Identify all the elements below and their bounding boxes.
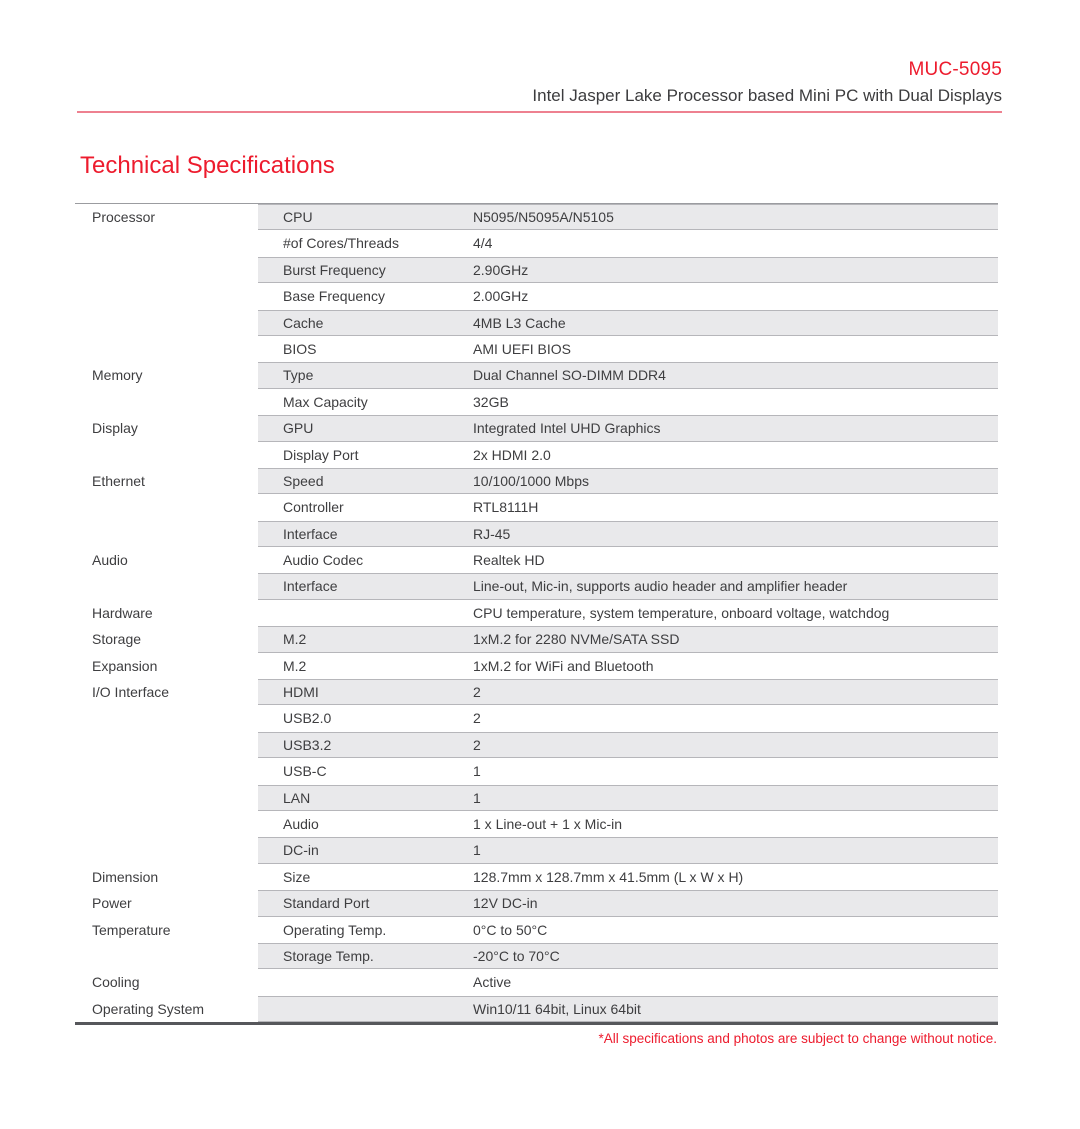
spec-row [75,758,998,784]
spec-key-cell [258,970,473,994]
spec-category-cell [75,494,258,520]
spec-category-cell [75,811,258,837]
spec-value-cell: Integrated Intel UHD Graphics [473,420,661,437]
spec-band [258,996,998,1022]
spec-key-cell: Operating Temp. [283,921,387,938]
spec-key-cell: Size [283,868,311,885]
spec-key-cell [258,601,473,625]
spec-row [75,547,998,573]
spec-category-cell [75,521,258,547]
spec-band [258,468,998,494]
spec-category-cell: Dimension [92,868,159,885]
spec-value-cell: Realtek HD [473,552,545,569]
spec-value-cell: Line-out, Mic-in, supports audio header and amplifier header [473,578,848,595]
spec-category-cell: Memory [92,367,143,384]
spec-row [75,996,998,1022]
spec-band [258,679,998,705]
spec-band [258,336,998,362]
spec-key-cell: USB-C [283,763,327,780]
spec-band [258,917,998,943]
spec-band [258,230,998,256]
spec-category-cell [75,283,258,309]
spec-row [75,468,998,494]
spec-category-cell [75,785,258,811]
spec-row [75,336,998,362]
spec-key-cell: LAN [283,789,311,806]
spec-category-cell: Display [92,420,138,437]
spec-value-cell: 0°C to 50°C [473,921,548,938]
spec-value-cell: 128.7mm x 128.7mm x 41.5mm (L x W x H) [473,868,744,885]
spec-key-cell: CPU [283,209,313,225]
spec-key-cell: USB2.0 [283,710,332,727]
spec-value-cell: 12V DC-in [473,895,538,912]
spec-key-cell: M.2 [283,631,307,648]
spec-band [258,415,998,441]
spec-category-cell [75,837,258,863]
spec-key-cell: M.2 [283,657,307,674]
spec-row [75,864,998,890]
spec-category-cell: Expansion [92,657,158,674]
spec-band [258,732,998,758]
spec-key-cell [258,997,473,1021]
section-title: Technical Specifications [80,152,335,179]
spec-key-cell: Speed [283,472,324,489]
spec-key-cell: Interface [283,525,338,542]
spec-row [75,705,998,731]
spec-key-cell: Controller [283,499,344,516]
spec-key-cell: Storage Temp. [283,947,374,964]
spec-row [75,230,998,256]
spec-row [75,204,998,230]
spec-row [75,732,998,758]
spec-value-cell: 2 [473,710,481,727]
spec-category-cell: Storage [92,631,142,648]
spec-category-cell: Hardware [92,604,153,621]
spec-key-cell: DC-in [283,842,319,859]
spec-key-cell: Display Port [283,446,359,463]
spec-band [258,573,998,599]
product-model: MUC-5095 [908,59,1002,80]
spec-category-cell [75,705,258,731]
page-header [77,58,1002,113]
product-subtitle: Intel Jasper Lake Processor based Mini PC with Dual Displays [532,86,1002,105]
spec-category-cell [75,310,258,336]
spec-value-cell: 10/100/1000 Mbps [473,472,589,489]
spec-category-cell [75,732,258,758]
spec-row [75,626,998,652]
spec-value-cell: 1 [473,842,481,859]
spec-band [258,626,998,652]
spec-category-cell: Cooling [92,974,140,991]
spec-band [258,257,998,283]
spec-category-cell: Operating System [92,1000,205,1017]
spec-row [75,389,998,415]
spec-key-cell: Type [283,367,314,384]
spec-value-cell: RJ-45 [473,525,511,542]
spec-band [258,521,998,547]
spec-band [258,362,998,388]
spec-category-cell [75,257,258,283]
spec-row [75,811,998,837]
spec-row [75,257,998,283]
spec-category-cell [75,943,258,969]
spec-value-cell: Dual Channel SO-DIMM DDR4 [473,367,666,384]
spec-value-cell: 2.90GHz [473,261,529,278]
spec-category-cell [75,758,258,784]
spec-key-cell: Audio [283,815,319,832]
spec-band [258,943,998,969]
spec-value-cell: 1 x Line-out + 1 x Mic-in [473,815,623,832]
spec-band [258,310,998,336]
footnote: *All specifications and photos are subject to change without notice. [598,1031,997,1046]
spec-row [75,283,998,309]
spec-row [75,310,998,336]
spec-key-cell: Base Frequency [283,288,385,305]
spec-value-cell: N5095/N5095A/N5105 [473,209,614,225]
spec-table [75,203,998,1025]
spec-category-cell: Power [92,895,132,912]
spec-key-cell: HDMI [283,684,319,701]
spec-row [75,600,998,626]
spec-row [75,837,998,863]
spec-band [258,600,998,626]
spec-value-cell: 2x HDMI 2.0 [473,446,551,463]
spec-category-cell [75,230,258,256]
spec-row [75,494,998,520]
spec-row [75,679,998,705]
spec-category-cell [75,573,258,599]
spec-band [258,283,998,309]
spec-category-cell: Processor [92,209,156,225]
spec-band [258,811,998,837]
spec-band [258,705,998,731]
spec-value-cell: CPU temperature, system temperature, onboard voltage, watchdog [473,604,890,621]
spec-key-cell: #of Cores/Threads [283,235,399,252]
spec-value-cell: RTL8111H [473,499,539,516]
spec-value-cell: -20°C to 70°C [473,947,560,964]
spec-key-cell: Audio Codec [283,552,364,569]
spec-value-cell: 1 [473,763,481,780]
spec-band [258,653,998,679]
spec-row [75,890,998,916]
spec-row [75,969,998,995]
spec-row [75,917,998,943]
spec-key-cell: BIOS [283,340,317,357]
header-divider [77,111,1002,113]
spec-band [258,494,998,520]
spec-value-cell: Win10/11 64bit, Linux 64bit [473,1000,641,1017]
spec-band [258,547,998,573]
spec-value-cell: 4MB L3 Cache [473,314,566,331]
spec-row [75,943,998,969]
spec-value-cell: 2 [473,684,481,701]
spec-key-cell: Interface [283,578,338,595]
spec-row [75,653,998,679]
spec-key-cell: Burst Frequency [283,261,386,278]
spec-row [75,521,998,547]
spec-value-cell: 4/4 [473,235,493,252]
spec-value-cell: Active [473,974,512,991]
spec-band [258,864,998,890]
spec-value-cell: 1xM.2 for WiFi and Bluetooth [473,657,654,674]
spec-category-cell: I/O Interface [92,684,170,701]
spec-band [258,204,998,230]
spec-category-cell [75,389,258,415]
spec-band [258,442,998,468]
spec-row [75,415,998,441]
spec-band [258,837,998,863]
spec-category-cell [75,442,258,468]
spec-value-cell: 2.00GHz [473,288,529,305]
spec-value-cell: AMI UEFI BIOS [473,340,572,357]
spec-row [75,442,998,468]
spec-band [258,969,998,995]
spec-band [258,785,998,811]
spec-band [258,890,998,916]
spec-value-cell: 32GB [473,393,509,410]
spec-band [258,389,998,415]
spec-row [75,785,998,811]
spec-category-cell: Audio [92,552,128,569]
spec-key-cell: Standard Port [283,895,370,912]
spec-key-cell: USB3.2 [283,736,332,753]
spec-row [75,362,998,388]
spec-category-cell [75,336,258,362]
spec-category-cell: Ethernet [92,472,145,489]
spec-row [75,573,998,599]
spec-value-cell: 1 [473,789,481,806]
spec-key-cell: Cache [283,314,324,331]
spec-value-cell: 2 [473,736,481,753]
spec-band [258,758,998,784]
spec-key-cell: GPU [283,420,314,437]
spec-value-cell: 1xM.2 for 2280 NVMe/SATA SSD [473,631,680,648]
spec-category-cell: Temperature [92,921,171,938]
spec-key-cell: Max Capacity [283,393,368,410]
